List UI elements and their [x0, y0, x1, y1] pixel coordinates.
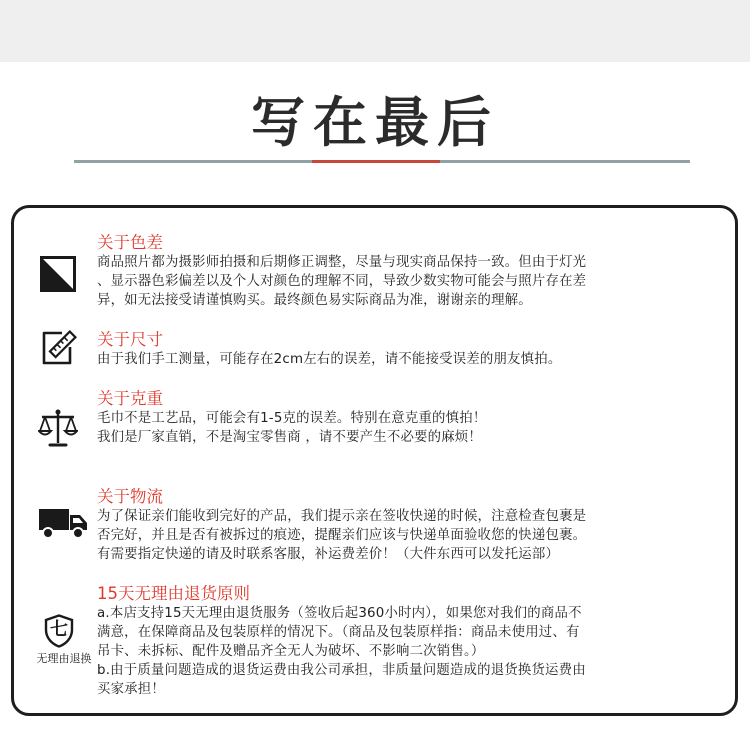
top-band: [0, 0, 750, 62]
section-text-line: 异，如无法接受请谨慎购买。最终颜色易实际商品为准，谢谢亲的理解。: [97, 293, 532, 308]
section-weight: [97, 389, 486, 447]
section-text-line: 有需要指定快递的请及时联系客服，补运费差价！（大件东西可以发托运部）: [97, 547, 560, 562]
section-text-line: 、显示器色彩偏差以及个人对颜色的理解不同，导致少数实物可能会与照片存在差: [97, 274, 587, 289]
return-icon-label: 无理由退换: [36, 652, 92, 665]
section-heading: 关于物流: [97, 487, 163, 506]
scale-icon: [38, 407, 78, 449]
section-heading: 关于克重: [97, 389, 163, 408]
section-size: [97, 330, 561, 369]
section-heading: 关于色差: [97, 233, 163, 252]
seven-day-return-icon: [44, 614, 74, 648]
section-text-line: 否完好，并且是否有被拆过的痕迹，提醒亲们应该与快递单面验收您的快递包裹。: [97, 528, 587, 543]
section-text-line: 毛巾不是工艺品，可能会有1-5克的误差。特别在意克重的慎拍！: [97, 411, 487, 426]
title-underline-accent: [312, 160, 440, 163]
section-return-policy: [97, 584, 586, 699]
section-text-line: 吊卡、未拆标、配件及赠品齐全无人为破坏、不影响二次销售。）: [97, 644, 485, 659]
section-logistics: [97, 487, 586, 564]
color-difference-icon: [40, 256, 76, 292]
section-text-line: 买家承担！: [97, 682, 165, 697]
section-text-line: b.由于质量问题造成的退货运费由我公司承担，非质量问题造成的退货换货运费由: [97, 663, 586, 678]
section-heading: 15天无理由退货原则: [97, 584, 250, 603]
section-text-line: 为了保证亲们能收到完好的产品，我们提示亲在签收快递的时候，注意检查包裹是: [97, 509, 587, 524]
section-text-line: 满意，在保障商品及包装原样的情况下。（商品及包装原样指：商品未使用过、有: [97, 625, 580, 640]
truck-icon: [38, 506, 88, 540]
section-color-difference: [97, 233, 586, 310]
section-heading: 关于尺寸: [97, 330, 163, 349]
ruler-pencil-icon: [40, 329, 78, 367]
page-title: 写在最后: [251, 91, 499, 154]
section-text-line: 由于我们手工测量，可能存在2cm左右的误差，请不能接受误差的朋友慎拍。: [97, 352, 562, 367]
section-text-line: a.本店支持15天无理由退货服务（签收后起360小时内），如果您对我们的商品不: [97, 606, 582, 621]
seven-day-return-icon-glyph: 七: [50, 619, 68, 640]
section-text-line: 我们是厂家直销，不是淘宝零售商 ，请不要产生不必要的麻烦！: [97, 430, 482, 445]
section-text-line: 商品照片都为摄影师拍摄和后期修正调整，尽量与现实商品保持一致。但由于灯光: [97, 255, 587, 270]
